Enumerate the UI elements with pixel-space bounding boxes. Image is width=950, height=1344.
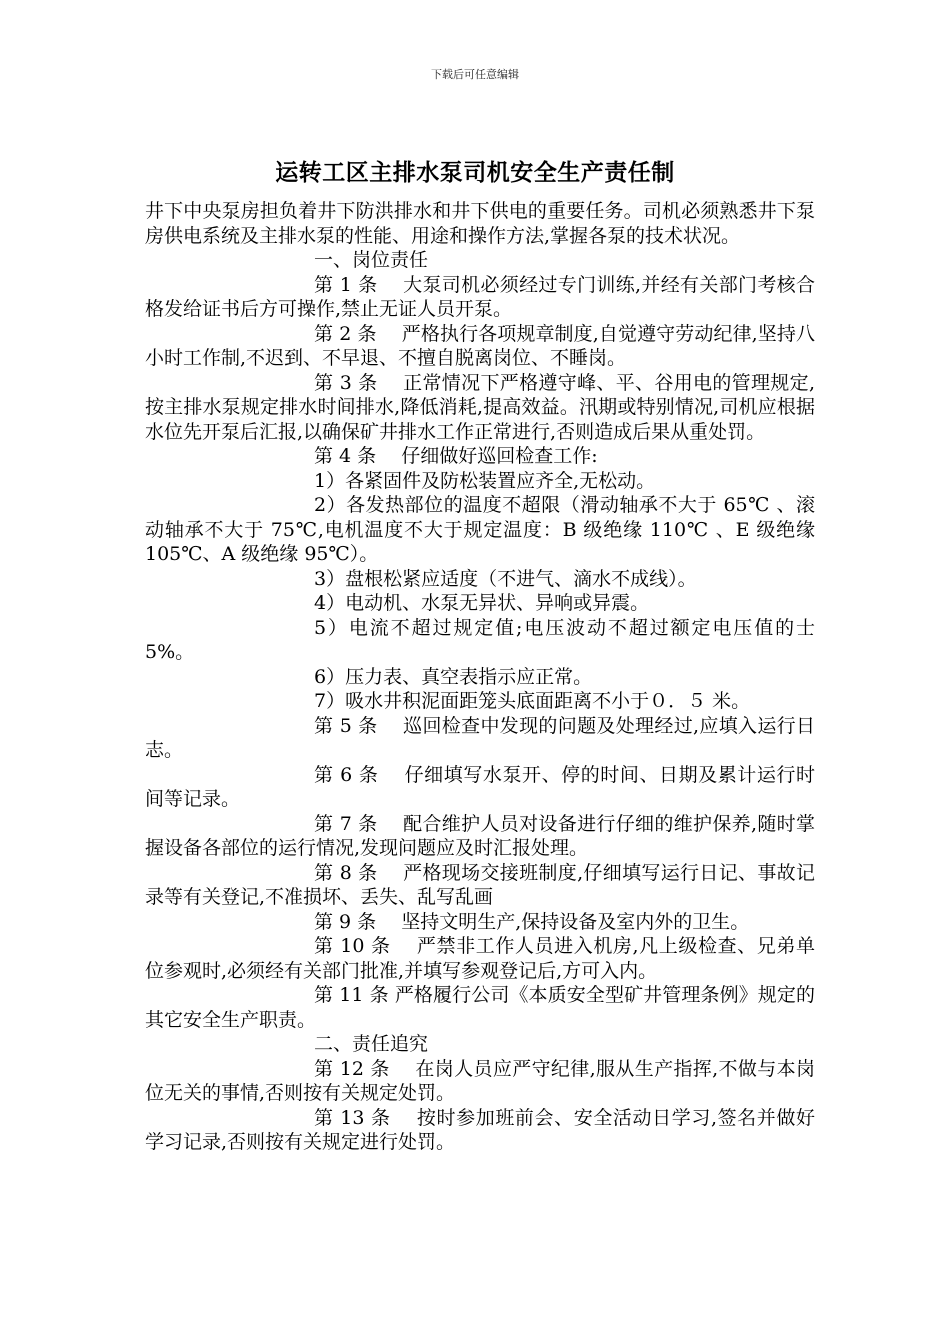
article-12: 第 12 条 在岗人员应严守纪律,服从生产指挥,不做与本岗位无关的事情,否则按有关规定处罚。 [145,1057,815,1104]
inspection-item-6: 6）压力表、真空表指示应正常。 [314,665,593,688]
article-13: 第 13 条 按时参加班前会、安全活动日学习,签名并做好学习记录,否则按有关规定进行处罚。 [145,1106,815,1153]
inspection-item-1: 1）各紧固件及防松装置应齐全,无松动。 [314,469,656,492]
inspection-item-2: 2）各发热部位的温度不超限（滑动轴承不大于 65℃ 、滚动轴承不大于 75℃,电机温度不大于规定温度：B 级绝缘 110℃ 、E 级绝缘 105℃、A 级绝缘 95℃）。 [145,494,815,565]
article-8: 第 8 条 严格现场交接班制度,仔细填写运行日记、事故记录等有关登记,不准损坏、丢失、乱写乱画 [145,861,815,908]
article-1: 第 1 条 大泵司机必须经过专门训练,并经有关部门考核合格发给证书后方可操作,禁止无证人员开泵。 [145,273,815,320]
inspection-item-5: 5）电流不超过规定值;电压波动不超过额定电压值的士 5%。 [145,616,815,663]
article-4: 第 4 条 仔细做好巡回检查工作: [314,445,598,467]
article-5: 第 5 条 巡回检查中发现的问题及处理经过,应填入运行日志。 [145,714,815,761]
article-6: 第 6 条 仔细填写水泵开、停的时间、日期及累计运行时间等记录。 [145,763,815,810]
article-9: 第 9 条 坚持文明生产,保持设备及室内外的卫生。 [314,910,750,933]
article-10: 第 10 条 严禁非工作人员进入机房,凡上级检查、兄弟单位参观时,必须经有关部门批准,并填写参观登记后,方可入内。 [145,935,815,982]
document-body [145,199,815,1155]
article-11: 第 11 条 严格履行公司《本质安全型矿井管理条例》规定的其它安全生产职责。 [145,984,815,1031]
section-heading-duties: 一、岗位责任 [314,249,429,271]
inspection-item-3: 3）盘根松紧应适度（不进气、滴水不成线）。 [314,567,697,590]
article-7: 第 7 条 配合维护人员对设备进行仔细的维护保养,随时掌握设备各部位的运行情况,发现问题应及时汇报处理。 [145,812,815,859]
header-note: 下载后可任意编辑 [431,68,519,81]
inspection-item-7: 7）吸水井积泥面距笼头底面距离不小于０．５ 米。 [314,690,751,712]
document-title: 运转工区主排水泵司机安全生产责任制 [275,159,675,186]
intro-paragraph: 井下中央泵房担负着井下防洪排水和井下供电的重要任务。司机必须熟悉井下泵房供电系统及主排水泵的性能、用途和操作方法,掌握各泵的技术状况。 [145,200,815,247]
section-heading-accountability: 二、责任追究 [314,1033,429,1055]
article-2: 第 2 条 严格执行各项规章制度,自觉遵守劳动纪律,坚持八小时工作制,不迟到、不早退、不擅自脱离岗位、不睡岗。 [145,322,815,369]
inspection-item-4: 4）电动机、水泵无异状、异响或异震。 [314,592,650,614]
article-3: 第 3 条 正常情况下严格遵守峰、平、谷用电的管理规定,按主排水泵规定排水时间排水,降低消耗,提高效益。汛期或特别情况,司机应根据水位先开泵后汇报,以确保矿井排水工作正常进行,否则造成后果从重处罚。 [145,371,815,443]
